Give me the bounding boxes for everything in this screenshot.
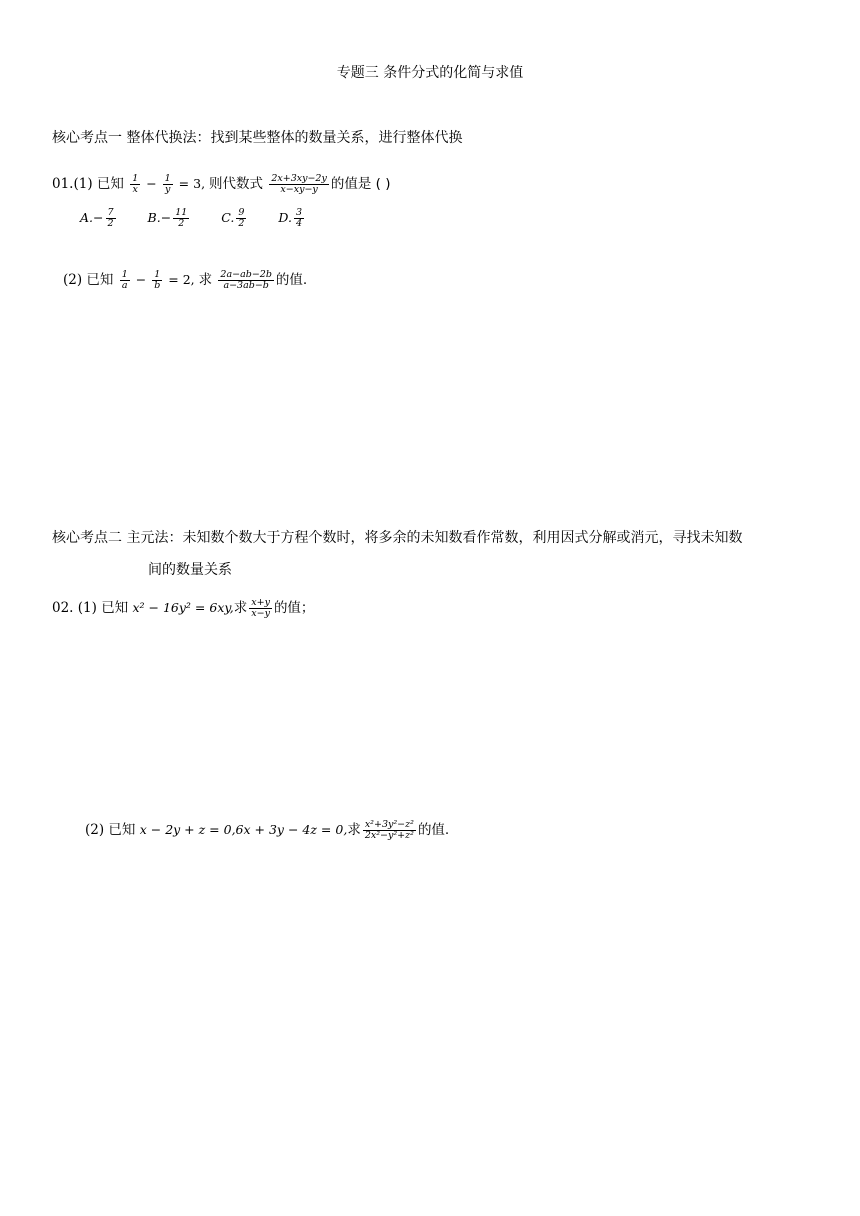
question-ask: 求: [233, 600, 248, 616]
answer-options: [80, 208, 332, 229]
option-c: C. $\frac{9}{2}$: [221, 207, 245, 229]
expression-fraction: $\frac{2x+3xy-2y}{x-xy-y}$: [271, 172, 327, 195]
option-b: B.− $\frac{11}{2}$: [147, 207, 188, 229]
question-known: 已知: [86, 272, 114, 288]
section-2-heading-cont: 间的数量关系: [148, 562, 232, 578]
expression-fraction: $\frac{2a-ab-2b}{a-3ab-b}$: [220, 268, 272, 291]
question-ask: 求: [198, 272, 213, 288]
section-1-heading: 核心考点一 整体代换法：找到某些整体的数量关系，进行整体代换: [52, 130, 463, 146]
question-tail: 的值；: [273, 600, 315, 616]
question-number: (2): [63, 272, 87, 288]
expression-fraction: $\frac{\text{x²+3y²−z²}}{\text{2x²−y²+z²}}$: [364, 818, 414, 841]
question-ask: 求: [347, 822, 361, 838]
expression-fraction: $\frac{x+y}{x-y}$: [251, 596, 270, 619]
question-known: 已知: [96, 176, 124, 192]
question-ask: 则代数式: [209, 176, 264, 192]
option-d: D. $\frac{3}{4}$: [278, 207, 302, 229]
condition: x² − 16y² = 6xy,: [132, 600, 234, 615]
question-tail: 的值是 ( ): [330, 176, 391, 192]
fraction-1-over-a: $\frac{1}{a}$: [121, 269, 128, 291]
question-01-2: [63, 268, 307, 291]
question-02-2: [85, 818, 449, 841]
section-2-heading: 核心考点二 主元法：未知数个数大于方程个数时，将多余的未知数看作常数，利用因式分解或消元，寻找未知数: [52, 530, 743, 546]
fraction-1-over-x: $\frac{1}{x}$: [132, 173, 139, 195]
question-known: 已知: [101, 600, 129, 616]
question-02-1: [52, 596, 314, 619]
condition: $\frac{1}{a}$ − $\frac{1}{b}$ = 2,: [121, 269, 195, 291]
question-known: 已知: [108, 822, 136, 838]
fraction-1-over-y: $\frac{1}{y}$: [164, 173, 171, 195]
fraction-1-over-b: $\frac{1}{b}$: [154, 269, 161, 291]
question-01-1: [52, 172, 390, 195]
condition: x − 2y + z = 0,6x + 3y − 4z = 0,: [139, 822, 348, 837]
question-tail: 的值.: [275, 272, 308, 288]
condition: $\frac{1}{x}$ − $\frac{1}{y}$ = 3,: [132, 173, 206, 195]
page-title: 专题三 条件分式的化简与求值: [336, 65, 524, 81]
question-number: (2): [85, 822, 109, 838]
option-a: A.− $\frac{7}{2}$: [80, 207, 114, 229]
question-number: 02. (1): [52, 600, 102, 616]
question-number: 01.(1): [52, 176, 97, 192]
question-tail: 的值.: [417, 822, 450, 838]
